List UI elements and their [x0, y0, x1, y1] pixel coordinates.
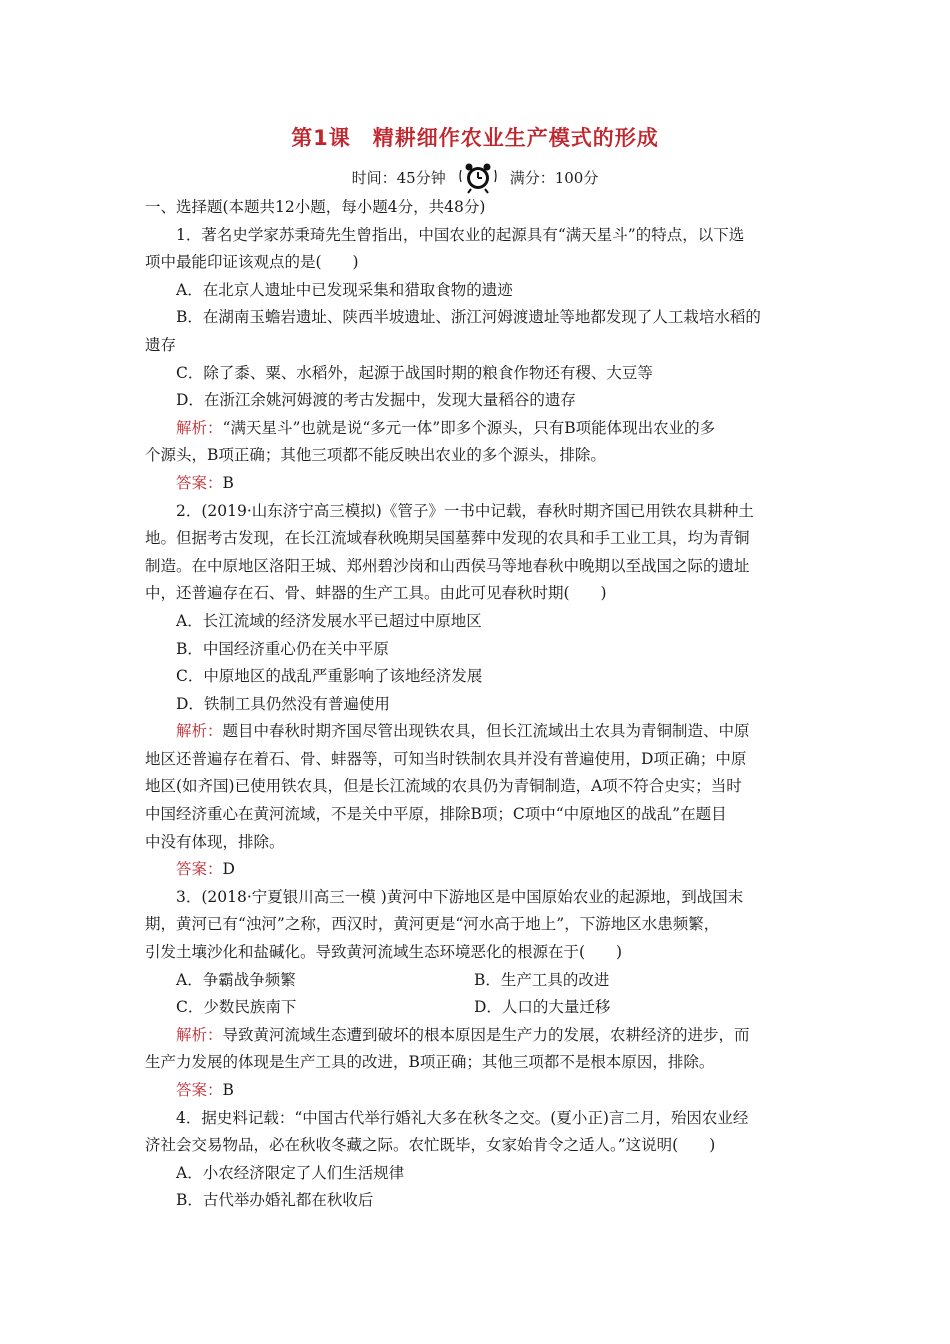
q1-option-d: D．在浙江余姚河姆渡的考古发掘中，发现大量稻谷的遗存	[176, 391, 576, 410]
q1-option-a: A．在北京人遗址中已发现采集和猎取食物的遗迹	[176, 280, 513, 299]
q3-options-row	[145, 994, 807, 1022]
q3-explanation-cont: 生产力发展的体现是生产工具的改进，B项正确；其他三项都不是根本原因，排除。	[145, 1053, 715, 1072]
explanation-label: 解析：	[176, 722, 223, 741]
q1-option-b-cont: 遗存	[145, 335, 177, 354]
q2-option-d: D．铁制工具仍然没有普遍使用	[176, 694, 390, 713]
q3-option-c: C．少数民族南下	[176, 998, 297, 1017]
q3-option-d: D．人口的大量迁移	[474, 998, 611, 1017]
q2-stem-cont: 地。但据考古发现，在长江流域春秋晚期吴国墓葬中发现的农具和手工业工具，均为青铜	[145, 529, 750, 548]
q2-stem-cont: 中，还普遍存在石、骨、蚌器的生产工具。由此可见春秋时期( )	[145, 584, 607, 603]
q4-stem-cont: 济社会交易物品，必在秋收冬藏之际。农忙既毕，女家始肯令之适人。”这说明( )	[145, 1136, 716, 1155]
q3-stem-cont: 期，黄河已有“浊河”之称，西汉时，黄河更是“河水高于地上”，下游地区水患频繁，	[145, 915, 720, 934]
document-body	[145, 194, 807, 1215]
q3-explanation-text: 导致黄河流域生态遭到破坏的根本原因是生产力的发展，农耕经济的进步，而	[222, 1025, 750, 1044]
explanation-label: 解析：	[176, 418, 223, 437]
q3-stem-cont: 引发土壤沙化和盐碱化。导致黄河流域生态环境恶化的根源在于( )	[145, 943, 623, 962]
q3-options-row	[145, 967, 807, 995]
q1-stem: 1．著名史学家苏秉琦先生曾指出，中国农业的起源具有“满天星斗”的特点，以下选	[176, 225, 745, 244]
q2-answer	[145, 856, 807, 884]
q3-option-b: B．生产工具的改进	[474, 970, 610, 989]
q1-stem-cont: 项中最能印证该观点的是( )	[145, 253, 359, 272]
q2-explanation-cont: 地区(如齐国)已使用铁农具，但是长江流域的农具仍为青铜制造，A项不符合史实；当时	[145, 777, 742, 796]
q2-stem: 2．(2019·山东济宁高三模拟)《管子》一书中记载，春秋时期齐国已用铁农具耕种土	[176, 501, 754, 520]
section-heading: 一、选择题(本题共12小题，每小题4分，共48分)	[145, 198, 486, 216]
q4-stem: 4．据史料记载：“中国古代举行婚礼大多在秋冬之交。(夏小正)言二月，殆因农业经	[176, 1108, 749, 1127]
q2-explanation-text: 题目中春秋时期齐国尽管出现铁农具，但长江流域出土农具为青铜制造、中原	[222, 722, 750, 741]
q1-explanation-text: “满天星斗”也就是说“多元一体”即多个源头，只有B项能体现出农业的多	[222, 418, 716, 437]
q3-answer-value: B	[222, 1081, 234, 1099]
q2-option-b: B．中国经济重心仍在关中平原	[176, 639, 389, 658]
q1-explanation	[145, 415, 807, 443]
q2-option-c: C．中原地区的战乱严重影响了该地经济发展	[176, 667, 483, 686]
q4-option-a: A．小农经济限定了人们生活规律	[176, 1163, 405, 1182]
full-score: 满分：100分	[509, 168, 599, 187]
q2-stem-cont: 制造。在中原地区洛阳王城、郑州碧沙岗和山西侯马等地春秋中晚期以至战国之际的遗址	[145, 556, 750, 575]
answer-label: 答案：	[176, 1081, 223, 1099]
explanation-label: 解析：	[176, 1025, 223, 1044]
q3-option-a: A．争霸战争频繁	[176, 970, 296, 989]
q1-explanation-cont: 个源头，B项正确；其他三项都不能反映出农业的多个源头，排除。	[145, 446, 606, 465]
exam-meta	[0, 160, 950, 194]
answer-label: 答案：	[176, 473, 223, 492]
time-limit: 时间：45分钟	[351, 168, 446, 187]
alarm-clock-icon	[458, 160, 498, 194]
q2-option-a: A．长江流域的经济发展水平已超过中原地区	[176, 611, 482, 630]
answer-label: 答案：	[176, 860, 223, 879]
q3-answer	[145, 1077, 807, 1105]
q2-explanation-cont: 中没有体现，排除。	[145, 832, 285, 851]
q3-explanation	[145, 1022, 807, 1050]
q1-option-b: B．在湖南玉蟾岩遗址、陕西半坡遗址、浙江河姆渡遗址等地都发现了人工栽培水稻的	[176, 308, 761, 327]
page-title: 第1课 精耕细作农业生产模式的形成	[291, 126, 659, 150]
q2-explanation-cont: 地区还普遍存在着石、骨、蚌器等，可知当时铁制农具并没有普遍使用，D项正确；中原	[145, 749, 747, 768]
q3-stem: 3．(2018·宁夏银川高三一模 )黄河中下游地区是中国原始农业的起源地，到战国末	[176, 887, 744, 906]
q2-explanation	[145, 718, 807, 746]
q1-option-c: C．除了黍、粟、水稻外，起源于战国时期的粮食作物还有稷、大豆等	[176, 363, 653, 382]
q2-answer-value: D	[222, 860, 235, 879]
q4-option-b: B．古代举办婚礼都在秋收后	[176, 1191, 374, 1210]
q1-answer	[145, 470, 807, 498]
q1-answer-value: B	[222, 473, 234, 492]
q2-explanation-cont: 中国经济重心在黄河流域，不是关中平原，排除B项；C项中“中原地区的战乱”在题目	[145, 805, 727, 824]
